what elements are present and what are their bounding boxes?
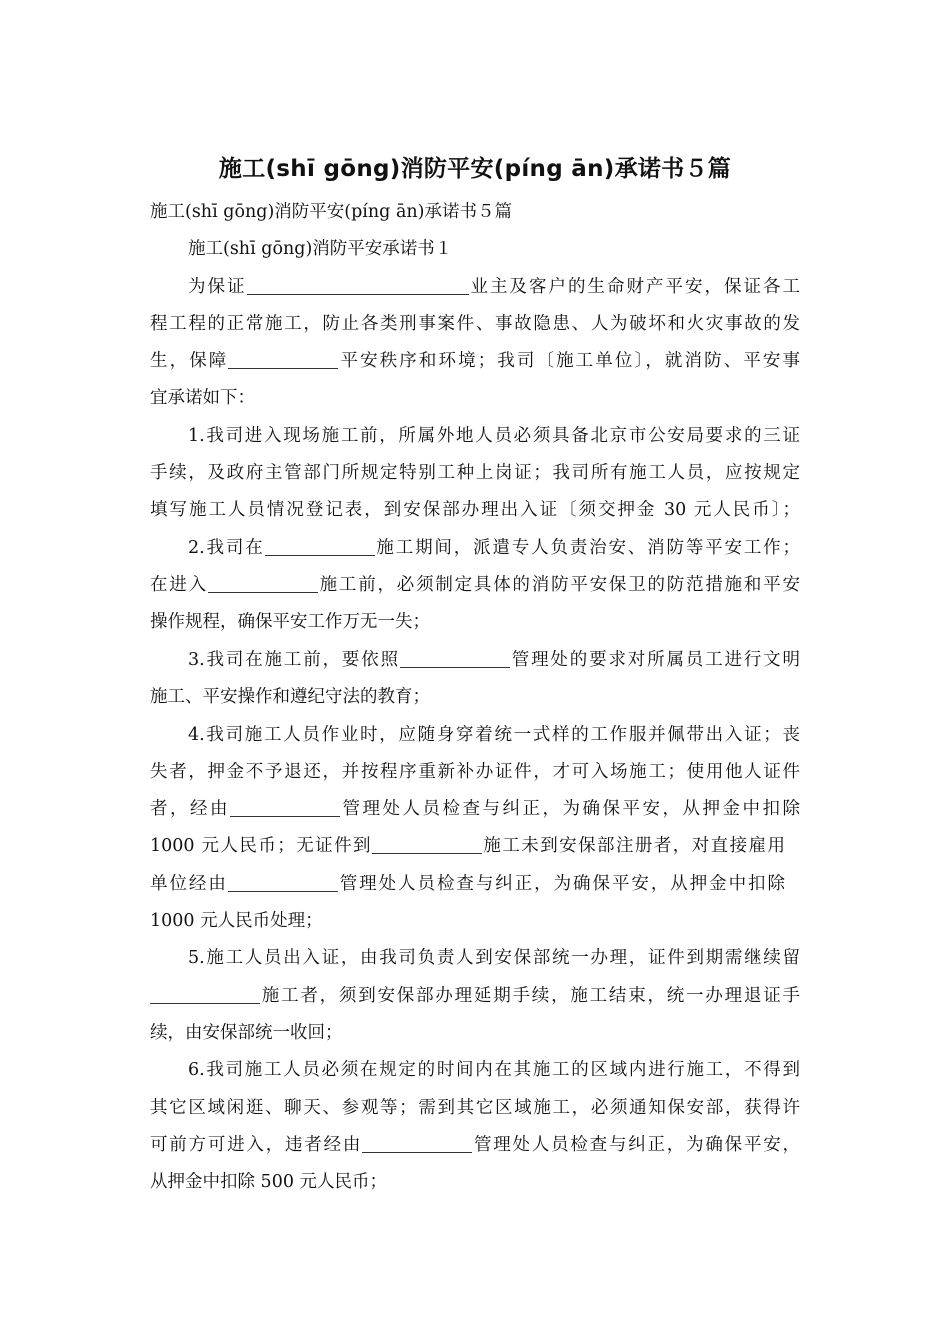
paragraph-line: 可前方可进入，违者经由 管理处人员检查与纠正，为确保平安， bbox=[150, 1135, 801, 1155]
paragraph-line: 为保证 业主及客户的生命财产平安，保证各工 bbox=[188, 277, 800, 297]
document-title: 施工(shī gōng)消防平安(píng ān)承诺书５篇 bbox=[218, 156, 732, 182]
fill-in-blank bbox=[362, 1134, 472, 1153]
paragraph-line: 3.我司在施工前，要依照 管理处的要求对所属员工进行文明 bbox=[188, 650, 800, 670]
document-subtitle: 施工(shī gōng)消防平安(píng ān)承诺书５篇 bbox=[150, 202, 512, 222]
paragraph-line: 操作规程，确保平安工作万无一失； bbox=[150, 612, 430, 632]
fill-in-blank bbox=[400, 649, 510, 668]
paragraph-line: 施工者，须到安保部办理延期手续，施工结束，统一办理退证手 bbox=[150, 984, 800, 1008]
paragraph-line: 1.我司进入现场施工前，所属外地人员必须具备北京市公安局要求的三证 bbox=[188, 426, 800, 446]
paragraph-line: 施工、平安操作和遵纪守法的教育； bbox=[150, 687, 430, 707]
paragraph-line: 手续，及政府主管部门所规定特别工种上岗证；我司所有施工人员，应按规定 bbox=[150, 463, 800, 483]
paragraph-line: 5.施工人员出入证，由我司负责人到安保部统一办理，证件到期需继续留 bbox=[188, 948, 800, 968]
paragraph-line: 2.我司在 施工期间，派遣专人负责治安、消防等平安工作； bbox=[188, 538, 801, 558]
paragraph-line: 从押金中扣除 500 元人民币； bbox=[150, 1172, 388, 1192]
fill-in-blank bbox=[265, 537, 375, 556]
section-heading: 施工(shī gōng)消防平安承诺书１ bbox=[188, 239, 453, 259]
paragraph-line: 续，由安保部统一收回； bbox=[150, 1023, 343, 1043]
paragraph-line: 4.我司施工人员作业时，应随身穿着统一式样的工作服并佩带出入证；丧 bbox=[188, 725, 800, 745]
fill-in-blank bbox=[247, 276, 469, 295]
fill-in-blank bbox=[150, 985, 260, 1004]
paragraph-line: 6.我司施工人员必须在规定的时间内在其施工的区域内进行施工，不得到 bbox=[188, 1060, 800, 1080]
paragraph-line: 单位经由 管理处人员检查与纠正，为确保平安，从押金中扣除 bbox=[150, 874, 786, 894]
paragraph-line: 生，保障 平安秩序和环境；我司〔施工单位〕，就消防、平安事 bbox=[150, 351, 801, 371]
fill-in-blank bbox=[228, 873, 338, 892]
paragraph-line: 在进入 施工前，必须制定具体的消防平安保卫的防范措施和平安 bbox=[150, 575, 801, 595]
paragraph-line: 1000 元人民币处理； bbox=[150, 911, 323, 931]
paragraph-line: 者，经由 管理处人员检查与纠正，为确保平安，从押金中扣除 bbox=[150, 799, 800, 819]
paragraph-line: 填写施工人员情况登记表，到安保部办理出入证〔须交押金 30 元人民币〕； bbox=[150, 500, 800, 520]
fill-in-blank bbox=[372, 835, 482, 854]
paragraph-line: 宜承诺如下： bbox=[150, 388, 255, 408]
fill-in-blank bbox=[230, 798, 340, 817]
paragraph-line: 失者，押金不予退还，并按程序重新补办证件，才可入场施工；使用他人证件 bbox=[150, 762, 800, 782]
fill-in-blank bbox=[228, 350, 338, 369]
paragraph-line: 其它区域闲逛、聊天、参观等；需到其它区域施工，必须通知保安部，获得许 bbox=[150, 1098, 800, 1118]
fill-in-blank bbox=[208, 574, 318, 593]
paragraph-line: 程工程的正常施工，防止各类刑事案件、事故隐患、人为破坏和火灾事故的发 bbox=[150, 314, 800, 334]
paragraph-line: 1000 元人民币；无证件到 施工未到安保部注册者，对直接雇用 bbox=[150, 836, 785, 856]
